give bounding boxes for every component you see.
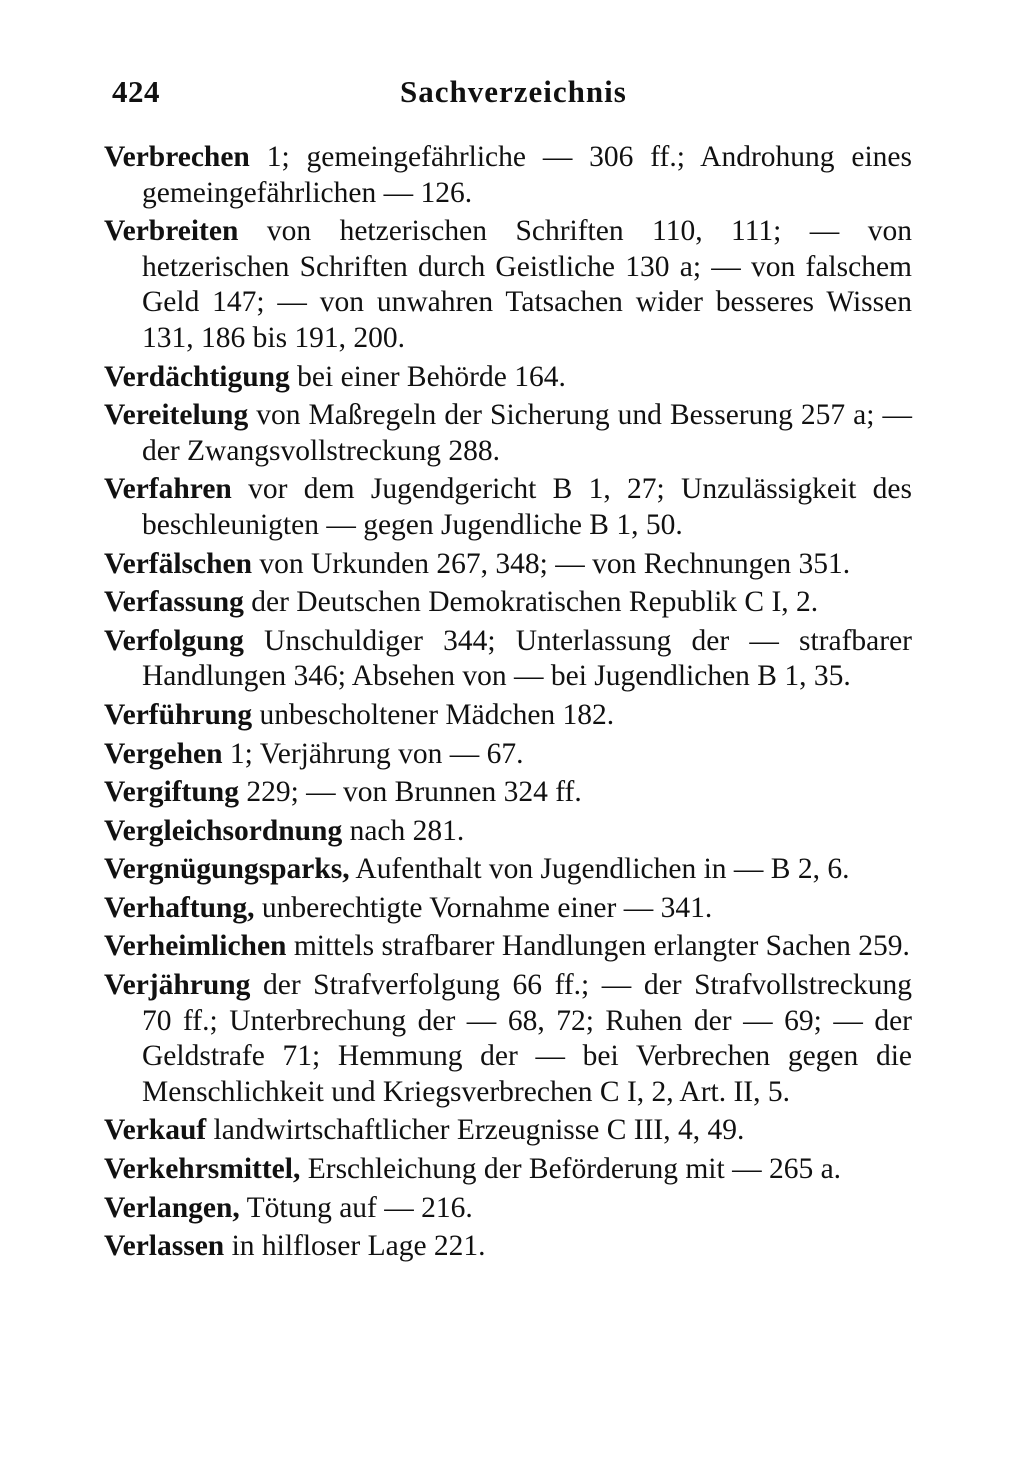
entry-text: in hilfloser Lage 221. — [224, 1230, 486, 1263]
entry-text: 229; — von Brunnen 324 ff. — [238, 776, 582, 809]
entry-headword: Verdächtigung — [104, 360, 290, 393]
entry-text: von hetzerischen Schriften 110, 111; — von hetzerischen Schriften durch Geistliche 130 a; — von falschem Geld 147; — von unwahren Tatsachen wider besseres Wissen 131, 186 bis 191, 200. — [142, 215, 912, 354]
entry-headword: Vergnügungsparks, — [104, 853, 350, 886]
entry-headword: Vergiftung — [104, 776, 239, 809]
entry-text: Unschuldiger 344; Unterlassung der — strafbarer Handlungen 346; Absehen von — bei Jugendlichen B 1, 35. — [142, 624, 912, 693]
entry-headword: Verfassung — [104, 586, 244, 619]
entry-text: vor dem Jugendgericht B 1, 27; Unzulässigkeit des beschleunigten — gegen Jugendliche B 1, 50. — [142, 473, 912, 541]
entry-text: der Strafverfolgung 66 ff.; — der Strafvollstreckung 70 ff.; Unterbrechung der — 68, 72; Ruhen der — 69; — der Geldstrafe 71; Hemmung der — bei Verbrechen gegen die Menschlichkeit und Kriegsverbrechen C I, 2, Art. II, 5. — [142, 969, 912, 1108]
entry-headword: Vergehen — [104, 737, 223, 770]
entry-text: 1; Verjährung von — 67. — [222, 737, 524, 770]
entry-headword: Verlangen, — [104, 1191, 240, 1224]
entry-headword: Verfälschen — [104, 547, 253, 580]
entry-headword: Verjährung — [104, 969, 251, 1002]
entry-text: unberechtigte Vornahme einer — 341. — [254, 891, 713, 924]
entry-headword: Verbreiten — [104, 215, 239, 248]
entry-headword: Vereitelung — [104, 399, 249, 432]
entry-headword: Vergleichsordnung — [104, 814, 343, 847]
entry-headword: Verfahren — [104, 473, 232, 506]
index-entry — [104, 775, 912, 811]
entry-text: Tötung auf — 216. — [239, 1191, 473, 1224]
index-entry — [104, 1113, 912, 1149]
index-entry — [104, 852, 912, 888]
page-number: 424 — [112, 74, 160, 109]
running-title: Sachverzeichnis — [400, 74, 627, 109]
index-entry — [104, 698, 912, 734]
index-entry — [104, 214, 912, 356]
index-entry — [104, 472, 912, 543]
index-entry — [104, 585, 912, 621]
index-entry — [104, 968, 912, 1110]
entry-headword: Verkauf — [104, 1114, 207, 1147]
entry-text: bei einer Behörde 164. — [289, 360, 566, 393]
entry-headword: Verfolgung — [104, 624, 244, 657]
entry-text: mittels strafbarer Handlungen erlangter Sachen 259. — [286, 930, 910, 963]
index-entry — [104, 737, 912, 773]
index-entry — [104, 929, 912, 965]
index-entry — [104, 1229, 912, 1265]
entry-text: Aufenthalt von Jugendlichen in — B 2, 6. — [349, 853, 850, 886]
page-header — [112, 74, 912, 124]
index-entry — [104, 547, 912, 583]
entry-headword: Verkehrsmittel, — [104, 1153, 301, 1186]
index-entry — [104, 814, 912, 850]
entry-text: nach 281. — [342, 814, 465, 847]
entry-text: landwirtschaftlicher Erzeugnisse C III, 4, 49. — [206, 1114, 745, 1147]
entry-text: Erschleichung der Beförderung mit — 265 a. — [300, 1153, 842, 1186]
entry-headword: Verbrechen — [104, 141, 250, 173]
entry-headword: Verlassen — [104, 1230, 225, 1263]
index-entry — [104, 891, 912, 927]
entry-text: unbescholtener Mädchen 182. — [252, 698, 615, 731]
index-entry — [104, 398, 912, 469]
index-entry — [104, 140, 912, 211]
entry-headword: Verführung — [104, 698, 253, 731]
entry-text: von Maßregeln der Sicherung und Besserung 257 a; — der Zwangsvollstreckung 288. — [142, 399, 912, 467]
index-entry-list — [104, 140, 912, 1268]
entry-text: der Deutschen Demokratischen Republik C I, 2. — [243, 586, 819, 619]
index-entry — [104, 1191, 912, 1227]
index-entry — [104, 624, 912, 695]
index-entry — [104, 1152, 912, 1188]
entry-text: 1; gemeingefährliche — 306 ff.; Androhung eines gemeingefährlichen — 126. — [142, 141, 912, 209]
entry-headword: Verheimlichen — [104, 930, 287, 963]
entry-headword: Verhaftung, — [104, 891, 255, 924]
entry-text: von Urkunden 267, 348; — von Rechnungen 351. — [252, 547, 851, 580]
index-entry — [104, 360, 912, 396]
